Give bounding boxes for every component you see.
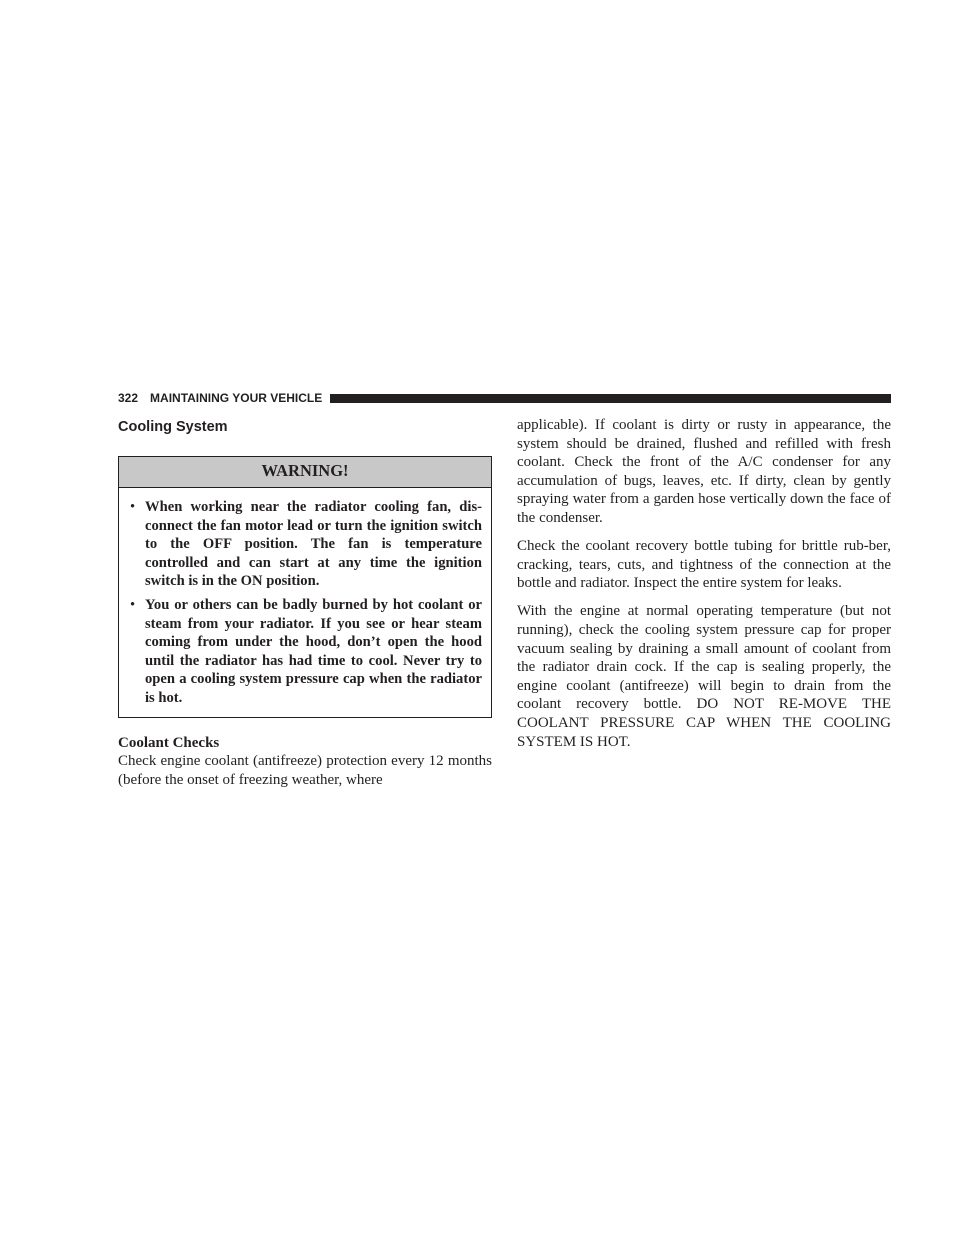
section-title: MAINTAINING YOUR VEHICLE — [150, 391, 323, 405]
warning-item-text: When working near the radiator cooling fan, dis-connect the fan motor lead or turn the ignition switch to the OFF position. The fan is temperature controlled and can start at any time the ignition switch is in the ON position. — [145, 499, 482, 590]
left-column — [118, 416, 492, 789]
page-header — [118, 389, 891, 407]
section-heading: Cooling System — [118, 419, 228, 435]
right-column — [517, 416, 891, 761]
warning-title: WARNING! — [119, 457, 491, 488]
warning-item-text: You or others can be badly burned by hot coolant or steam from your radiator. If you see or hear steam coming from under the hood, don’t open the hood until the radiator has had time to cool. Never try to open a cooling system pressure cap when the radiator is hot. — [145, 596, 482, 706]
coolant-checks-paragraph: Check engine coolant (antifreeze) protection every 12 months (before the onset of freezing weather, where — [118, 753, 492, 788]
paragraph: With the engine at normal operating temperature (but not running), check the cooling system pressure cap for proper vacuum sealing by draining a small amount of coolant from the radiator drain cock. If the cap is sealing properly, the engine coolant (antifreeze) will begin to drain from the coolant recovery bottle. DO NOT RE-MOVE THE COOLANT PRESSURE CAP WHEN THE COOLING SYSTEM IS HOT. — [517, 603, 891, 750]
paragraph: applicable). If coolant is dirty or rusty in appearance, the system should be drained, flushed and refilled with fresh coolant. Check the front of the A/C condenser for any accumulation of bugs, leaves, etc. If dirty, clean by gently spraying water from a garden hose vertically down the face of the condenser. — [517, 417, 891, 526]
warning-box — [118, 456, 492, 718]
coolant-checks-heading: Coolant Checks — [118, 734, 220, 751]
header-rule — [330, 394, 891, 403]
bullet-icon: • — [130, 499, 136, 515]
paragraph: Check the coolant recovery bottle tubing for brittle rub-ber, cracking, tears, cuts, and tightness of the connection at the bottle and radiator. Inspect the entire system for leaks. — [517, 538, 891, 592]
warning-list — [119, 488, 491, 717]
bullet-icon: • — [130, 596, 136, 613]
warning-item — [128, 498, 482, 591]
page-number: 322 — [118, 391, 139, 405]
warning-item — [128, 596, 482, 708]
